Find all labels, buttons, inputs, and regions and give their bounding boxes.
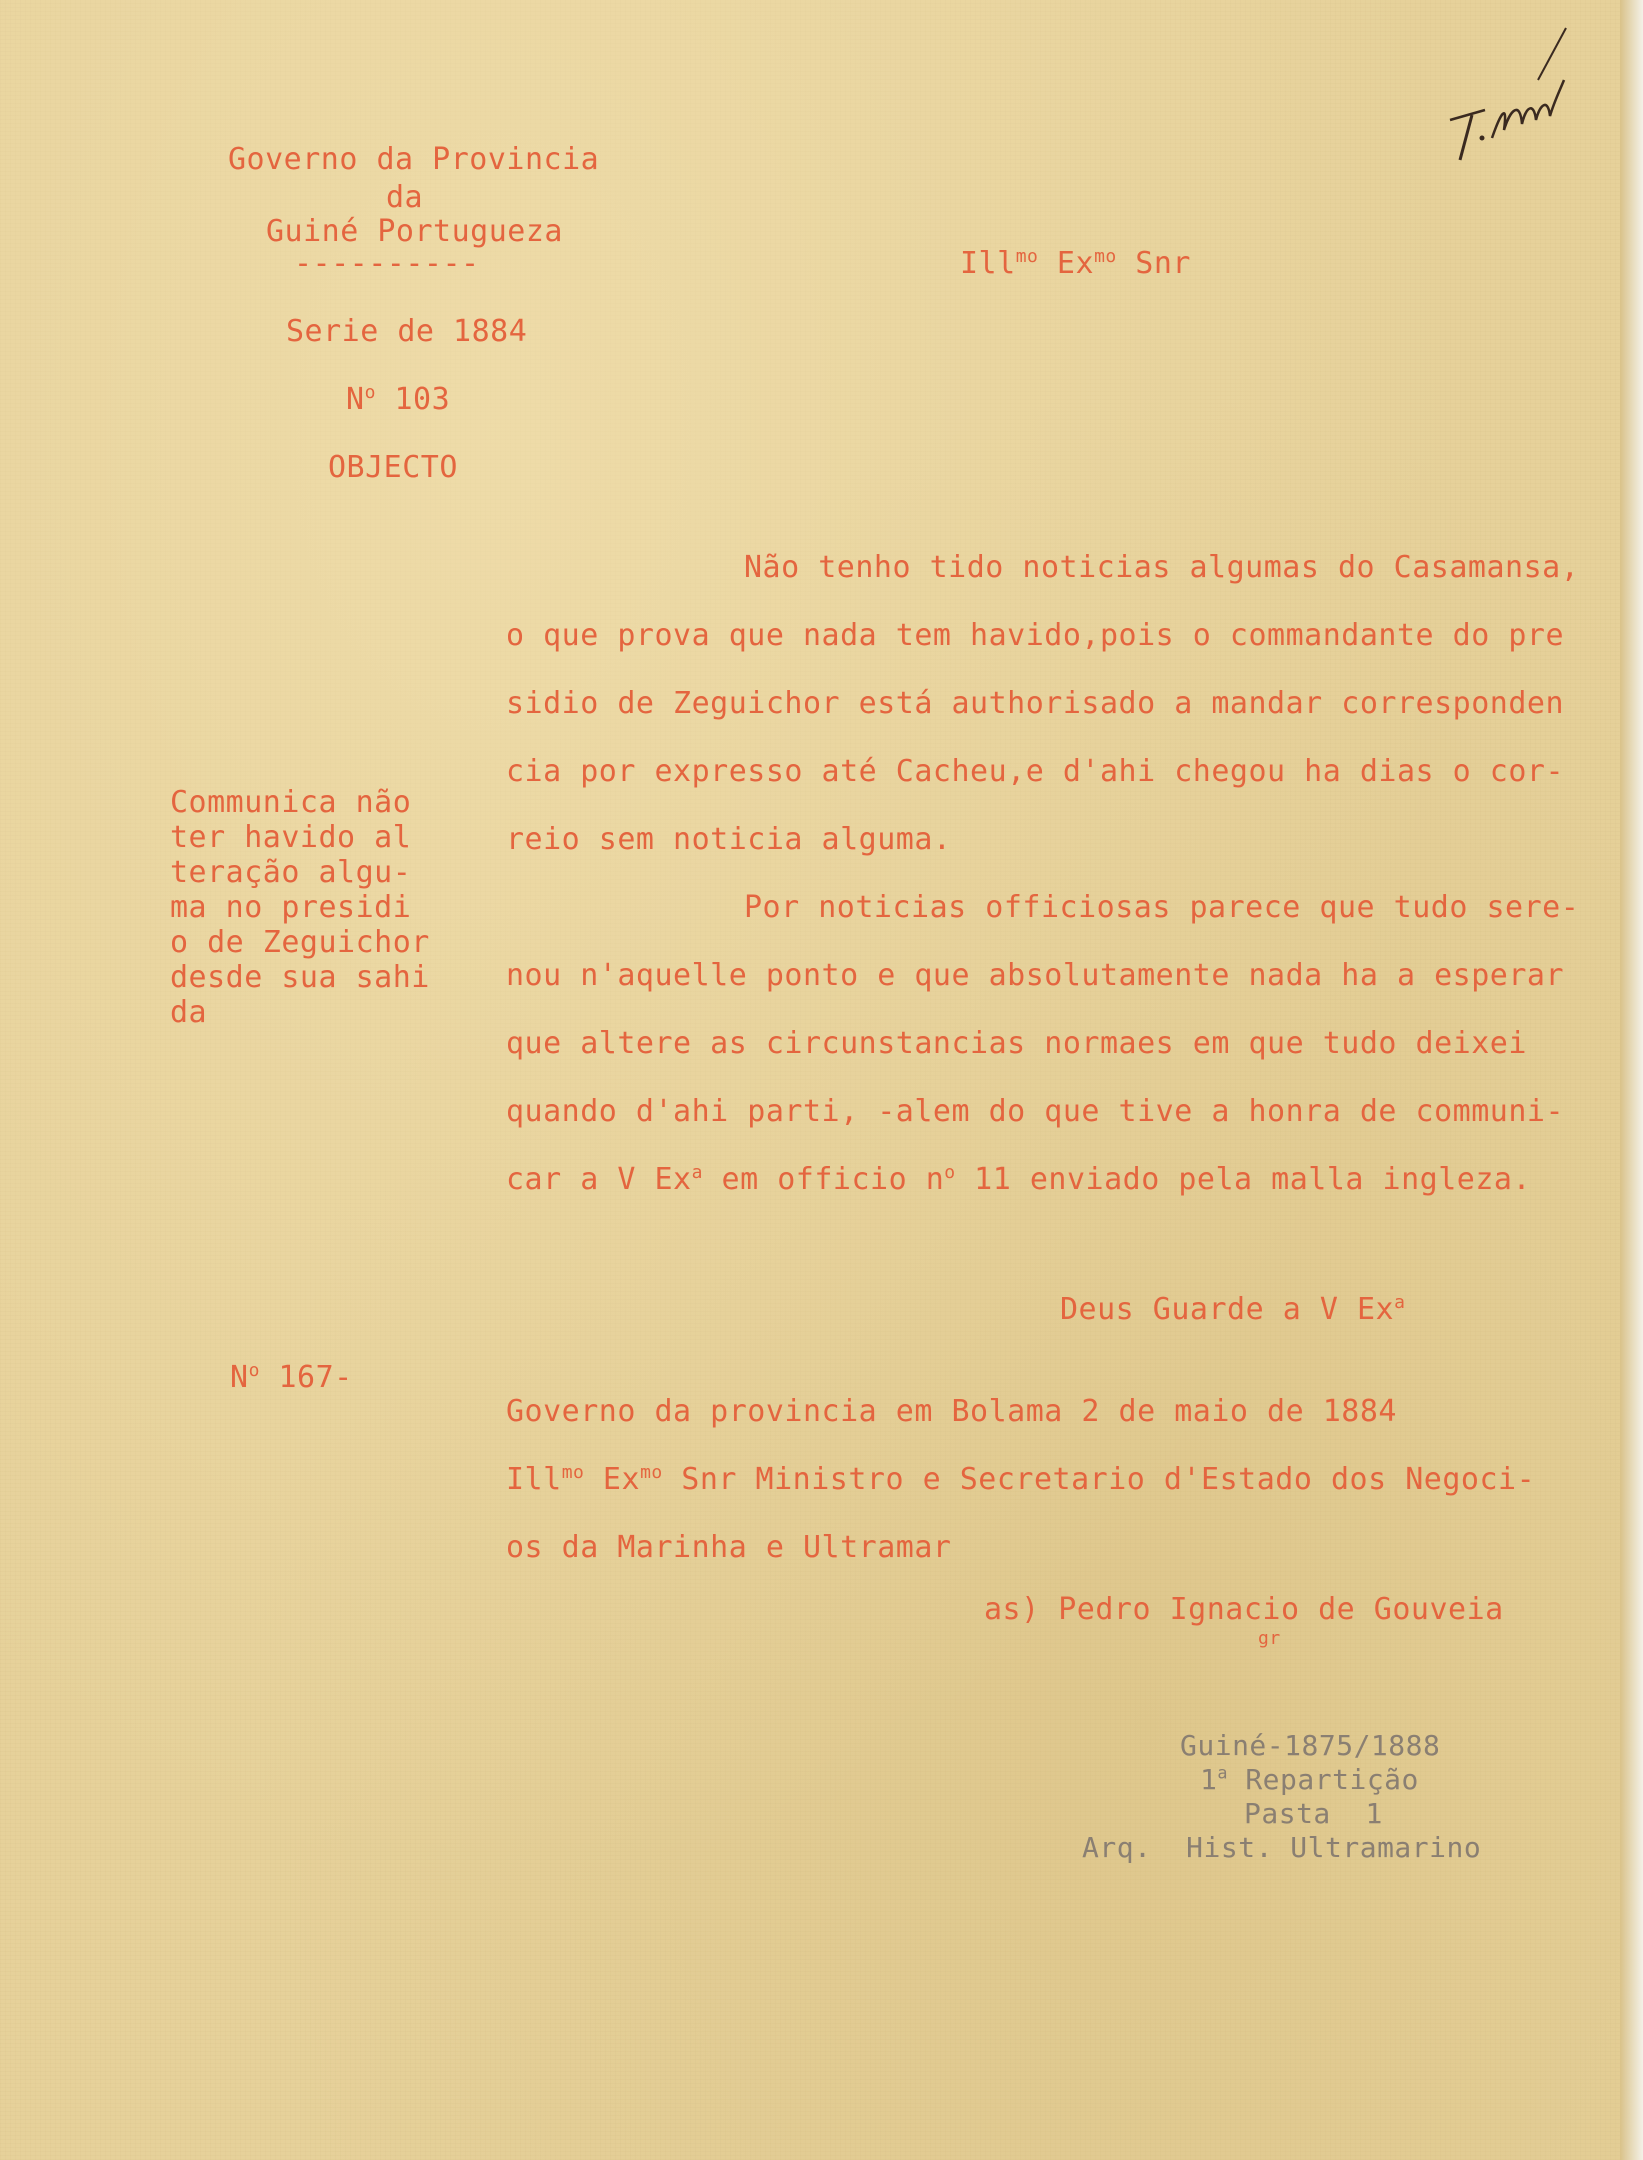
margin-note-line: o de Zeguichor: [170, 925, 430, 960]
place-and-date: Governo da provincia em Bolama 2 de maio de 1884: [506, 1394, 1397, 1429]
closing-deus-guarde: Deus Guarde a V Ex$^a$: [1060, 1292, 1406, 1327]
margin-note-line: ter havido al: [170, 820, 412, 855]
body-line: o que prova que nada tem havido,pois o commandante do pre: [506, 618, 1565, 653]
addressee-line-2: os da Marinha e Ultramar: [506, 1530, 952, 1565]
body-line: Por noticias officiosas parece que tudo sere-: [744, 890, 1580, 925]
signed-by: as) Pedro Ignacio de Gouveia: [984, 1592, 1504, 1627]
signed-title: gr: [1258, 1628, 1281, 1649]
body-line: quando d'ahi parti, -alem do que tive a honra de communi-: [506, 1094, 1565, 1129]
margin-note-line: desde sua sahi: [170, 960, 430, 995]
header-guine: Guiné Portugueza: [266, 214, 563, 249]
header-da: da: [386, 180, 424, 215]
header-rule: ----------: [294, 246, 480, 281]
paper-edge: [1620, 0, 1643, 2160]
header-objecto: OBJECTO: [328, 450, 458, 485]
body-line: cia por expresso até Cacheu,e d'ahi chegou ha dias o cor-: [506, 754, 1565, 789]
addressee: Ill$^{mo}$ $Ex^{mo}$ Snr Ministro e Secretario d'Estado dos Negoci-: [506, 1462, 1536, 1497]
margin-note-line: teração algu-: [170, 855, 412, 890]
body-line: car a V Ex$^a$ em officio $n^o$ 11 enviado pela malla ingleza.: [506, 1162, 1532, 1197]
body-line: sidio de Zeguichor está authorisado a mandar corresponden: [506, 686, 1565, 721]
archive-line: Arq. Hist. Ultramarino: [1082, 1831, 1482, 1864]
handwritten-initial-signature: [1430, 20, 1600, 170]
body-line: reio sem noticia alguma.: [506, 822, 952, 857]
header-numero: $N^o$ 103: [346, 382, 451, 417]
document-number: $N^o$ 167-: [230, 1360, 353, 1395]
margin-note-line: Communica não: [170, 785, 412, 820]
margin-note-line: ma no presidi: [170, 890, 412, 925]
archive-line: 1$^a$ Repartição: [1200, 1762, 1419, 1796]
header-governo: Governo da Provincia: [228, 142, 600, 177]
margin-note-line: da: [170, 995, 208, 1030]
archive-line: Guiné-1875/1888: [1180, 1729, 1441, 1762]
body-line: Não tenho tido noticias algumas do Casamansa,: [744, 550, 1580, 585]
archive-line: Pasta 1: [1244, 1797, 1383, 1830]
body-line: nou n'aquelle ponto e que absolutamente nada ha a esperar: [506, 958, 1565, 993]
header-serie: Serie de 1884: [286, 314, 528, 349]
salutation: Ill$^{mo}$ $Ex^{mo}$ Snr: [960, 246, 1191, 281]
body-line: que altere as circunstancias normaes em que tudo deixei: [506, 1026, 1527, 1061]
